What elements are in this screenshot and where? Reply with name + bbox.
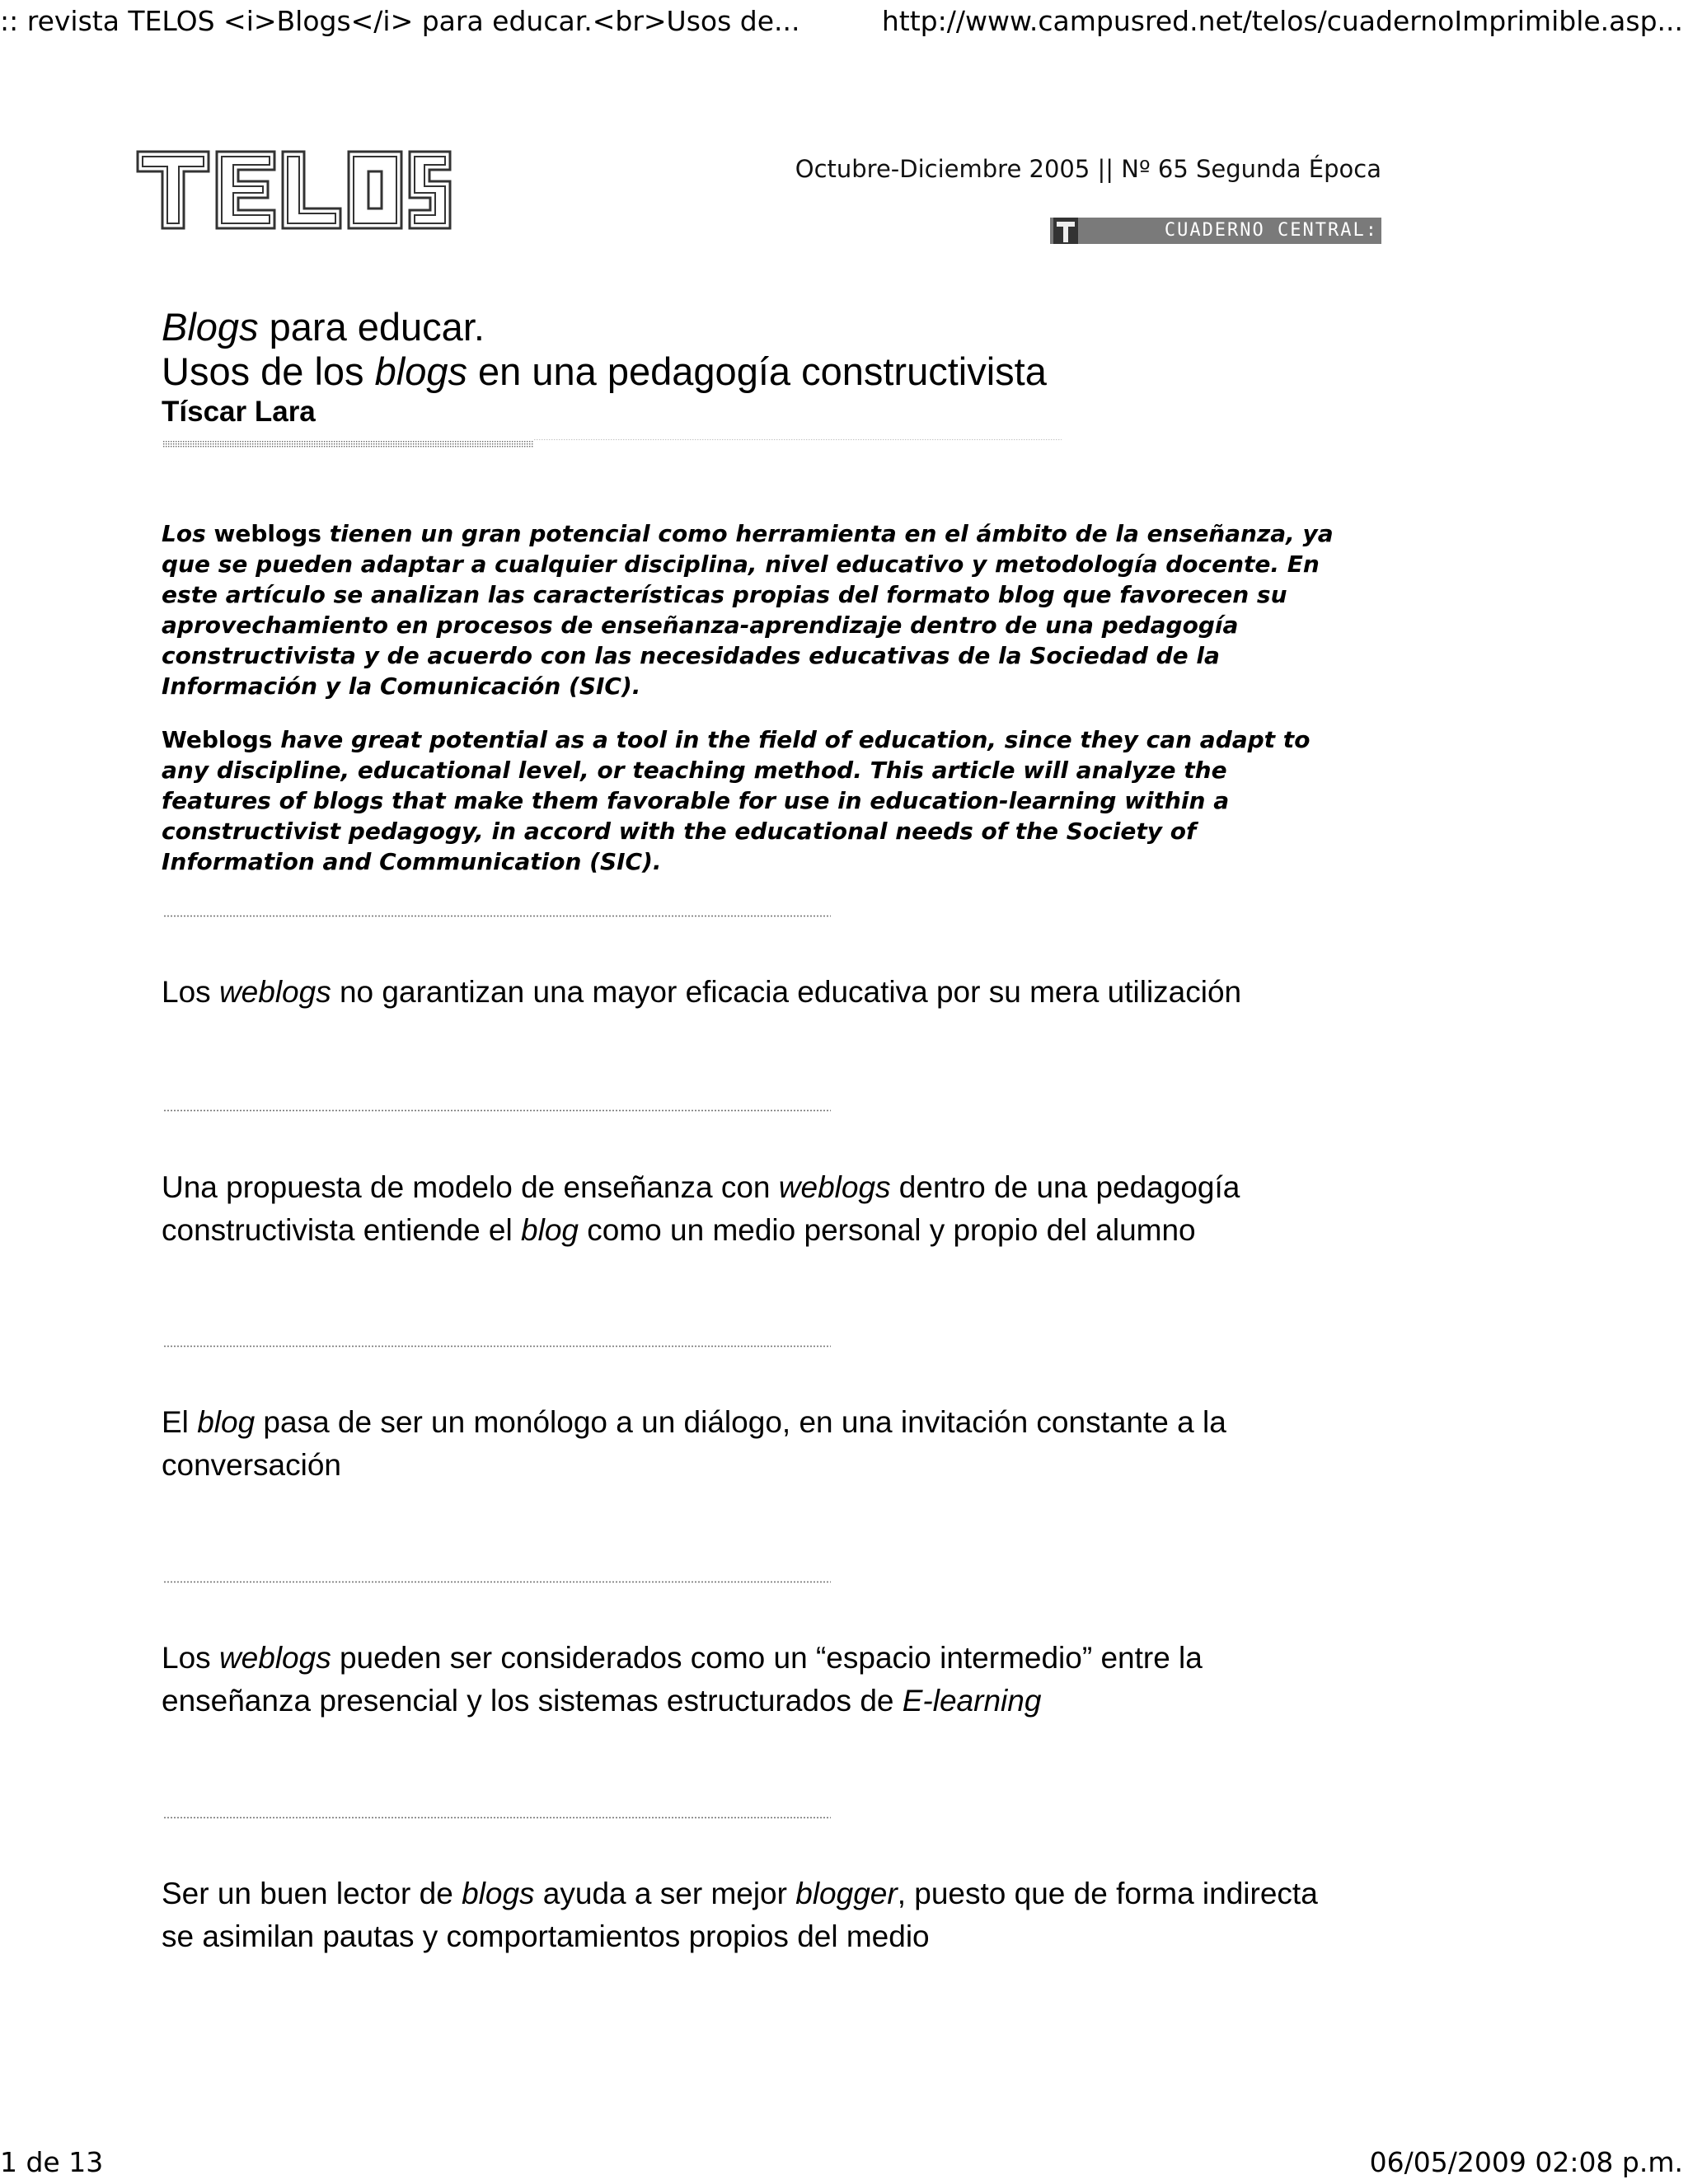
print-header — [0, 5, 1688, 46]
highlight-2 — [162, 1166, 1357, 1252]
title-line2-italic: blogs — [374, 349, 467, 393]
highlight-text: Los — [162, 1641, 219, 1675]
dotted-divider — [163, 915, 831, 917]
highlight-italic: weblogs — [218, 1641, 331, 1675]
highlight-italic: blog — [521, 1213, 579, 1247]
highlight-italic: E-learning — [902, 1684, 1042, 1718]
abstract-en-keyword: Weblogs — [162, 726, 273, 753]
section-banner — [1050, 218, 1381, 244]
dotted-divider — [163, 1345, 831, 1347]
print-footer — [0, 2146, 1688, 2184]
print-page-url: http://www.campusred.net/telos/cuadernoImprimible.asp... — [881, 5, 1683, 37]
abstract-es-lead: Los — [162, 520, 214, 547]
article-title — [162, 305, 1315, 394]
highlight-text: no garantizan una mayor eficacia educativa por su mera utilización — [331, 975, 1242, 1009]
dotted-divider — [163, 1109, 831, 1112]
telos-logo — [136, 150, 452, 230]
highlight-4 — [162, 1637, 1357, 1722]
dotted-divider — [163, 1816, 831, 1819]
highlight-text: ayuda a ser mejor — [534, 1877, 796, 1910]
highlight-5 — [162, 1872, 1357, 1958]
telos-t-icon — [1053, 218, 1078, 244]
dotted-divider — [163, 1581, 831, 1583]
abstract-es-keyword: weblogs — [213, 520, 321, 547]
highlight-italic: weblogs — [778, 1170, 891, 1204]
issue-info: Octubre-Diciembre 2005 || Nº 65 Segunda Época — [795, 155, 1381, 183]
highlight-italic: blog — [197, 1405, 256, 1439]
article-author: Tíscar Lara — [162, 396, 316, 428]
print-page-title: :: revista TELOS <i>Blogs</i> para educar.<br>Usos de... — [0, 5, 800, 37]
highlight-text: pasa de ser un monólogo a un diálogo, en una invitación constante a la conversación — [162, 1405, 1226, 1482]
highlight-text: Una propuesta de modelo de enseñanza con — [162, 1170, 779, 1204]
abstract-es-text: tienen un gran potencial como herramienta en el ámbito de la enseñanza, ya que se pueden adaptar a cualquier disciplina, nivel educativo y metodología docente. En este artículo se analizan las características propias del formato blog que favorecen su aprovechamiento en procesos de enseñanza-aprendizaje dentro de una pedagogía constructivista y de acuerdo con las necesidades educativas de la Sociedad de la Información y la Comunicación (SIC). — [162, 520, 1334, 700]
print-date: 06/05/2009 02:08 p.m. — [1369, 2146, 1683, 2178]
abstract-english — [162, 724, 1340, 877]
highlight-text: El — [162, 1405, 198, 1439]
title-line2-post: en una pedagogía constructivista — [467, 349, 1047, 393]
highlight-text: , puesto que de forma indirecta se asimilan pautas y comportamientos propios del medio — [162, 1877, 1318, 1953]
highlight-text: pueden ser considerados como un “espacio intermedio” entre la enseñanza presencial y los sistemas estructurados de — [162, 1641, 1203, 1718]
highlight-italic: blogger — [795, 1877, 898, 1910]
highlight-1 — [162, 971, 1357, 1014]
title-divider — [163, 438, 1062, 450]
highlight-3 — [162, 1401, 1357, 1487]
highlight-text: como un medio personal y propio del alumno — [578, 1213, 1196, 1247]
abstract-en-text: have great potential as a tool in the field of education, since they can adapt to any discipline, educational level, or teaching method. This article will analyze the features of blogs that make them favorable for use in education-learning within a constructivist pedagogy, in accord with the educational needs of the Society of Information and Communication (SIC). — [162, 726, 1311, 875]
highlight-italic: weblogs — [218, 975, 331, 1009]
highlight-text: Los — [162, 975, 219, 1009]
section-label: CUADERNO CENTRAL: — [1164, 220, 1378, 241]
title-line2-pre: Usos de los — [162, 349, 375, 393]
title-italic-word: Blogs — [162, 305, 259, 349]
title-line1-text: para educar. — [258, 305, 485, 349]
page-counter: 1 de 13 — [0, 2146, 104, 2178]
highlight-text: dentro de una pedagogía constructivista entiende el — [162, 1170, 1240, 1247]
highlight-text: Ser un buen lector de — [162, 1877, 462, 1910]
highlight-italic: blogs — [462, 1877, 535, 1910]
abstract-spanish — [162, 518, 1340, 701]
